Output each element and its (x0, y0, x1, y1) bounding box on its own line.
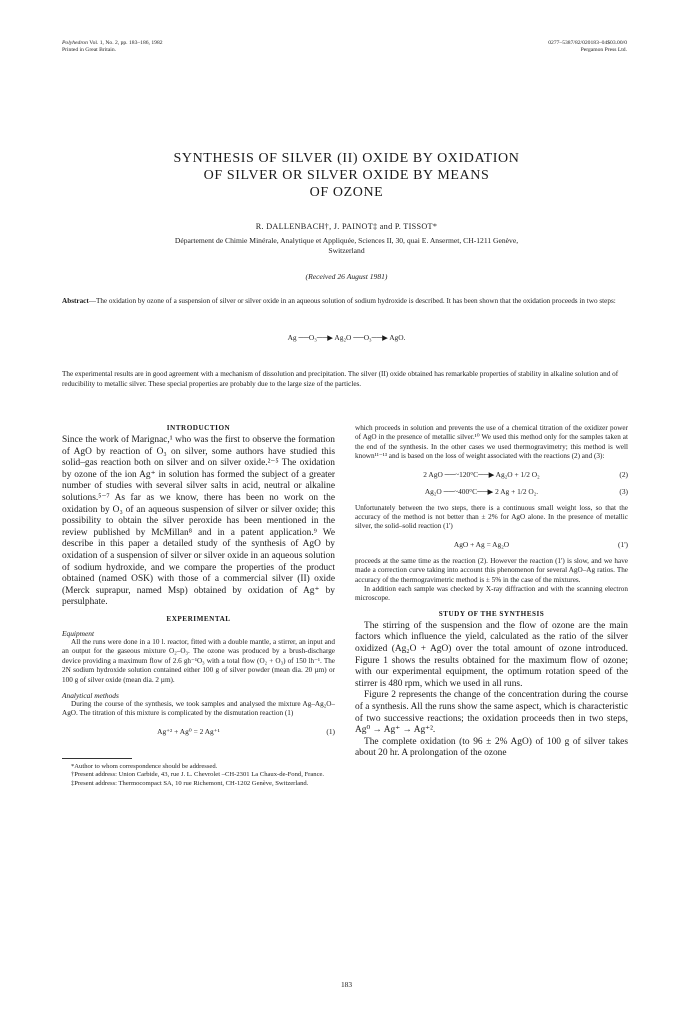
study-heading: STUDY OF THE SYNTHESIS (438, 609, 545, 618)
equation-1-prime (355, 540, 628, 549)
equipment-heading: Equipment (62, 628, 95, 638)
author-list: R. DALLENBACH†, J. PAINOT‡ and P. TISSOT* (255, 222, 438, 231)
publisher: Pergamon Press Ltd. (580, 47, 627, 53)
article-code: 0277–5387/82/020183–04$03.00/0 (548, 40, 627, 46)
affiliation-line-1: Département de Chimie Minérale, Analytique et Appliquée, Sciences II, 30, quai E. Ansermet, CH-1211 Genève, (174, 236, 519, 245)
methods-text: During the course of the synthesis, we took samples and analysed the mixture Ag–Ag₂O–AgO. The titration of this mixture is complicated by the dismutation reaction (1) (62, 699, 335, 718)
experimental-heading: EXPERIMENTAL (166, 614, 231, 623)
xray-text: In addition each sample was checked by X-ray diffraction and with the scanning electron microscope. (355, 585, 628, 603)
footnote-rule (62, 758, 132, 759)
left-column (62, 424, 335, 789)
abstract-text-1: —The oxidation by ozone of a suspension of silver or silver oxide in an aqueous solution of sodium hydroxide is described. It has been shown that the oxidation proceeds in two steps: (88, 297, 616, 305)
methods-continued: which proceeds in solution and prevents the use of a chemical titration of the oxidizer power of AgO in the presence of metallic silver.¹⁰ We used this method only for the samples taken at the end of the synthesis. In the other cases we used thermogravimetry; this method is well known¹¹⁻¹³ and is based on the loss of weight associated with the reactions (2) and (3): (355, 424, 628, 461)
abstract-label: Abstract (62, 297, 89, 305)
study-text-1: The stirring of the suspension and the flow of ozone are the main factors which influence the yield, calculated as the ratio of the silver oxidized (Ag₂O + AgO) over the total amount of ozone introduced. Figure 1 shows the results obtained for the maximum flow of ozone; with our experimental equipment, the optimum rotation speed of the stirrer is 480 rpm, which we used in all runs. (355, 620, 628, 689)
equation-3-expr: Ag₂O ──~400°C──▶ 2 Ag + 1/2 O₂. (424, 486, 539, 496)
abstract-equation: Ag ──O₃──▶ Ag₂O ──O₃──▶ AgO. (287, 333, 406, 342)
received-date: (Received 26 August 1981) (305, 272, 388, 281)
equation-1-number: (1) (326, 726, 335, 736)
footnote-1: *Author to whom correspondence should be addressed. (71, 762, 218, 770)
footnote-3: ‡Present address: Thermocompact SA, 10 rue Richemont, CH-1202 Genève, Switzerland. (71, 779, 309, 787)
equation-3 (355, 487, 628, 496)
accuracy-text: Unfortunately between the two steps, there is a continuous small weight loss, so that the accuracy of the method is not better than ± 2% for AgO alone. In the presence of metallic silver, the solid–solid reaction (1') (355, 503, 628, 531)
equation-1-prime-expr: AgO + Ag = Ag₂O (453, 539, 510, 549)
equation-3-number: (3) (619, 486, 628, 496)
abstract (62, 297, 628, 307)
affiliation (110, 236, 583, 256)
title-line-3: OF OZONE (309, 185, 384, 200)
printed-in: Printed in Great Britain. (62, 47, 117, 53)
correction-text: proceeds at the same time as the reaction (2). However the reaction (1') is slow, and we have made a correction curve taking into account this phenomenon for several AgO–Ag ratios. The accuracy of the thermogravimetric method is ± 5% in the case of the mixtures. (355, 556, 628, 584)
introduction-heading: INTRODUCTION (166, 424, 231, 432)
study-text-3: The complete oxidation (to 96 ± 2% AgO) of 100 g of silver takes about 20 hr. A prolongation of the ozone (355, 736, 628, 759)
equation-2-expr: 2 AgO ──~120°C──▶ Ag₂O + 1/2 O₂ (423, 469, 540, 479)
title-line-2: OF SILVER OR SILVER OXIDE BY MEANS (203, 168, 490, 183)
article-title (60, 150, 633, 201)
right-column (355, 424, 628, 760)
footnote-2: †Present address: Union Carbide, 43, rue J. L. Chevrolet –CH-2301 La Chaux-de-Fond, France. (71, 771, 325, 779)
journal-volume: Vol. 1, No. 2, pp. 183–186, 1982 (89, 40, 163, 46)
page-number: 183 (340, 980, 353, 989)
introduction-text: Since the work of Marignac,¹ who was the first to observe the formation of AgO by reaction of O₃ on silver, some authors have studied this solid–gas reaction both on silver and on silver oxide.²⁻⁵ The oxidation by ozone of the ion Ag⁺ in solution has formed the subject of a greater number of studies with several silver salts in acid, neutral or alkaline solutions.⁵⁻⁷ As far as we know, there has been no work on the oxidation by O₃ of an aqueous suspension of silver or silver oxide; this possibility to obtain the silver peroxide has been mentioned in the review published by McMillan⁸ and in a patent application.⁹ We describe in this paper a detailed study of the synthesis of AgO by oxidation of a suspension of silver or silver oxide in an aqueous solution of sodium hydroxide, and we compare the properties of the product obtained (named OSK) with those of a commercial silver (II) oxide (Merck suprapur, named Msp) obtained by oxidation of Ag⁺ by persulphate. (62, 435, 335, 608)
study-text-2: Figure 2 represents the change of the concentration during the course of a synthesis. All the runs show the same aspect, which is characteristic of two successive reactions; the oxidation proceeds then in two steps, Ag⁰ → Ag⁺ → Ag⁺². (355, 690, 628, 736)
equation-2-number: (2) (619, 469, 628, 479)
equation-2 (355, 470, 628, 479)
abstract-text-2: The experimental results are in good agreement with a mechanism of dissolution and precipitation. The silver (II) oxide obtained has remarkable properties of stability in alkaline solution and of reducibility to metallic silver. These special properties are probably due to the large size of the particles. (62, 370, 619, 388)
running-header-left (62, 40, 163, 54)
equation-1-expr: Ag⁺² + Ag⁰ = 2 Ag⁺¹ (157, 726, 220, 736)
equation-1-prime-number: (1') (618, 539, 628, 549)
running-header-right (548, 40, 627, 54)
equation-1 (62, 727, 335, 736)
methods-heading: Analytical methods (62, 690, 119, 700)
journal-name: Polyhedron (62, 40, 88, 46)
affiliation-line-2: Switzerland (328, 246, 365, 255)
equipment-text: All the runs were done in a 10 l. reactor, fitted with a double mantle, a stirrer, an input and an output for the gaseous mixture O₂–O₃. The ozone was produced by a brush-discharge device providing a maximum flow of 2.6 gh⁻¹O₃ with a total flow (O₂ + O₃) of 150 lh⁻¹. The 2N sodium hydroxide solution contained either 100 g of silver powder (mean dia. 20 µm) or 100 g of silver oxide (mean dia. 2 µm). (62, 637, 335, 684)
title-line-1: SYNTHESIS OF SILVER (II) OXIDE BY OXIDATION (173, 151, 520, 166)
